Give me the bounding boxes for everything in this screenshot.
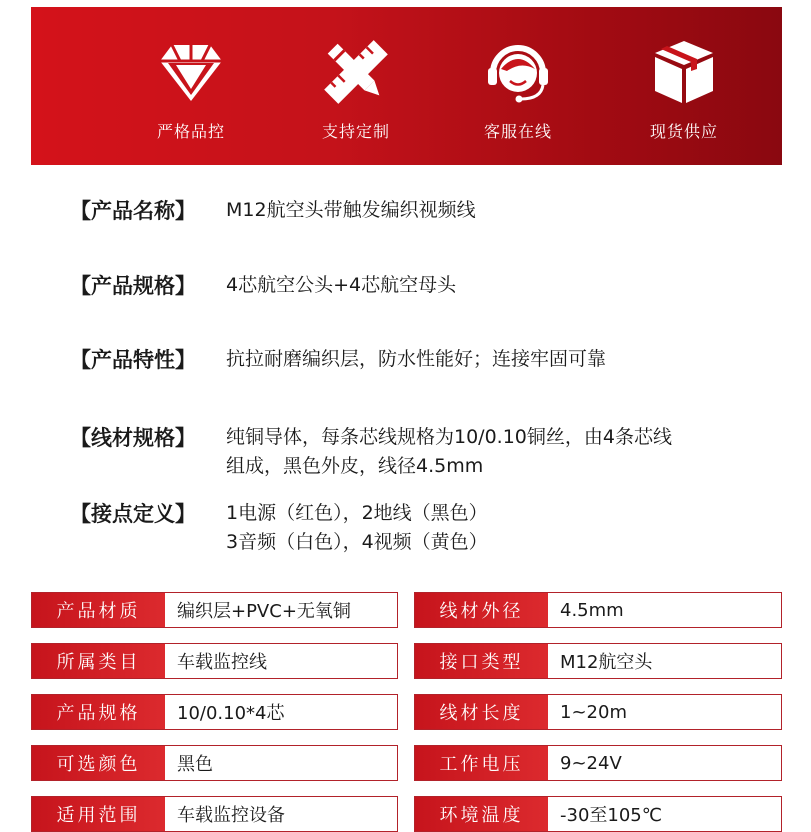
attr-row [414,643,782,679]
attr-value: 1~20m [548,695,781,729]
attr-value: 编织层+PVC+无氧铜 [165,593,397,627]
attr-row [31,643,398,679]
attr-key: 线材长度 [415,695,548,729]
spec-key: 【产品规格】 [70,274,196,298]
attr-value: 车载监控设备 [165,797,397,831]
attr-row [414,592,782,628]
attr-row [31,745,398,781]
spec-key: 【产品名称】 [70,199,196,223]
attr-key: 产品规格 [32,695,165,729]
spec-key: 【线材规格】 [70,426,196,450]
attr-row [31,796,398,832]
attr-row [31,592,398,628]
spec-product-spec [70,271,770,301]
feature-label: 支持定制 [321,122,390,141]
feature-in-stock [609,35,759,155]
feature-online-service [443,35,593,155]
feature-customization [281,35,431,155]
feature-banner [31,7,782,165]
attr-key: 可选颜色 [32,746,165,780]
attr-value: 黑色 [165,746,397,780]
spec-pin-definition [70,499,770,557]
attr-value: 车载监控线 [165,644,397,678]
headset-agent-icon [481,35,555,109]
ruler-pencil-icon [319,35,393,109]
spec-line: 4芯航空公头+4芯航空母头 [226,274,457,296]
spec-value [226,271,456,300]
spec-key: 【接点定义】 [70,502,196,526]
attr-key: 环境温度 [415,797,548,831]
attr-key: 工作电压 [415,746,548,780]
attr-key: 线材外径 [415,593,548,627]
package-box-icon [647,35,721,109]
spec-line: 1电源（红色），2地线（黑色） [226,502,488,524]
spec-line: 纯铜导体，每条芯线规格为10/0.10铜丝，由4条芯线 [226,426,672,448]
spec-value [226,196,476,225]
feature-label: 严格品控 [156,122,225,141]
spec-key: 【产品特性】 [70,348,196,372]
attr-key: 产品材质 [32,593,165,627]
diamond-icon [154,35,228,109]
attr-value: 4.5mm [548,593,781,627]
attr-key: 适用范围 [32,797,165,831]
feature-label: 客服在线 [483,122,552,141]
spec-line: 3音频（白色），4视频（黄色） [226,531,488,553]
spec-product-name [70,196,770,226]
spec-line: 抗拉耐磨编织层，防水性能好；连接牢固可靠 [226,348,607,370]
attr-value: 9~24V [548,746,781,780]
attr-key: 接口类型 [415,644,548,678]
spec-value [226,499,488,557]
spec-line: 组成，黑色外皮，线径4.5mm [226,455,484,477]
attr-row [414,694,782,730]
attr-value: M12航空头 [548,644,781,678]
feature-label: 现货供应 [649,122,718,141]
spec-product-features [70,345,770,375]
spec-line: M12航空头带触发编织视频线 [226,199,476,221]
attr-value: 10/0.10*4芯 [165,695,397,729]
spec-wire-spec [70,423,770,481]
attr-key: 所属类目 [32,644,165,678]
feature-quality-control [116,35,266,155]
spec-value [226,423,672,481]
spec-value [226,345,606,374]
attr-row [414,745,782,781]
attr-row [31,694,398,730]
attr-value: -30至105℃ [548,797,781,831]
attr-row [414,796,782,832]
